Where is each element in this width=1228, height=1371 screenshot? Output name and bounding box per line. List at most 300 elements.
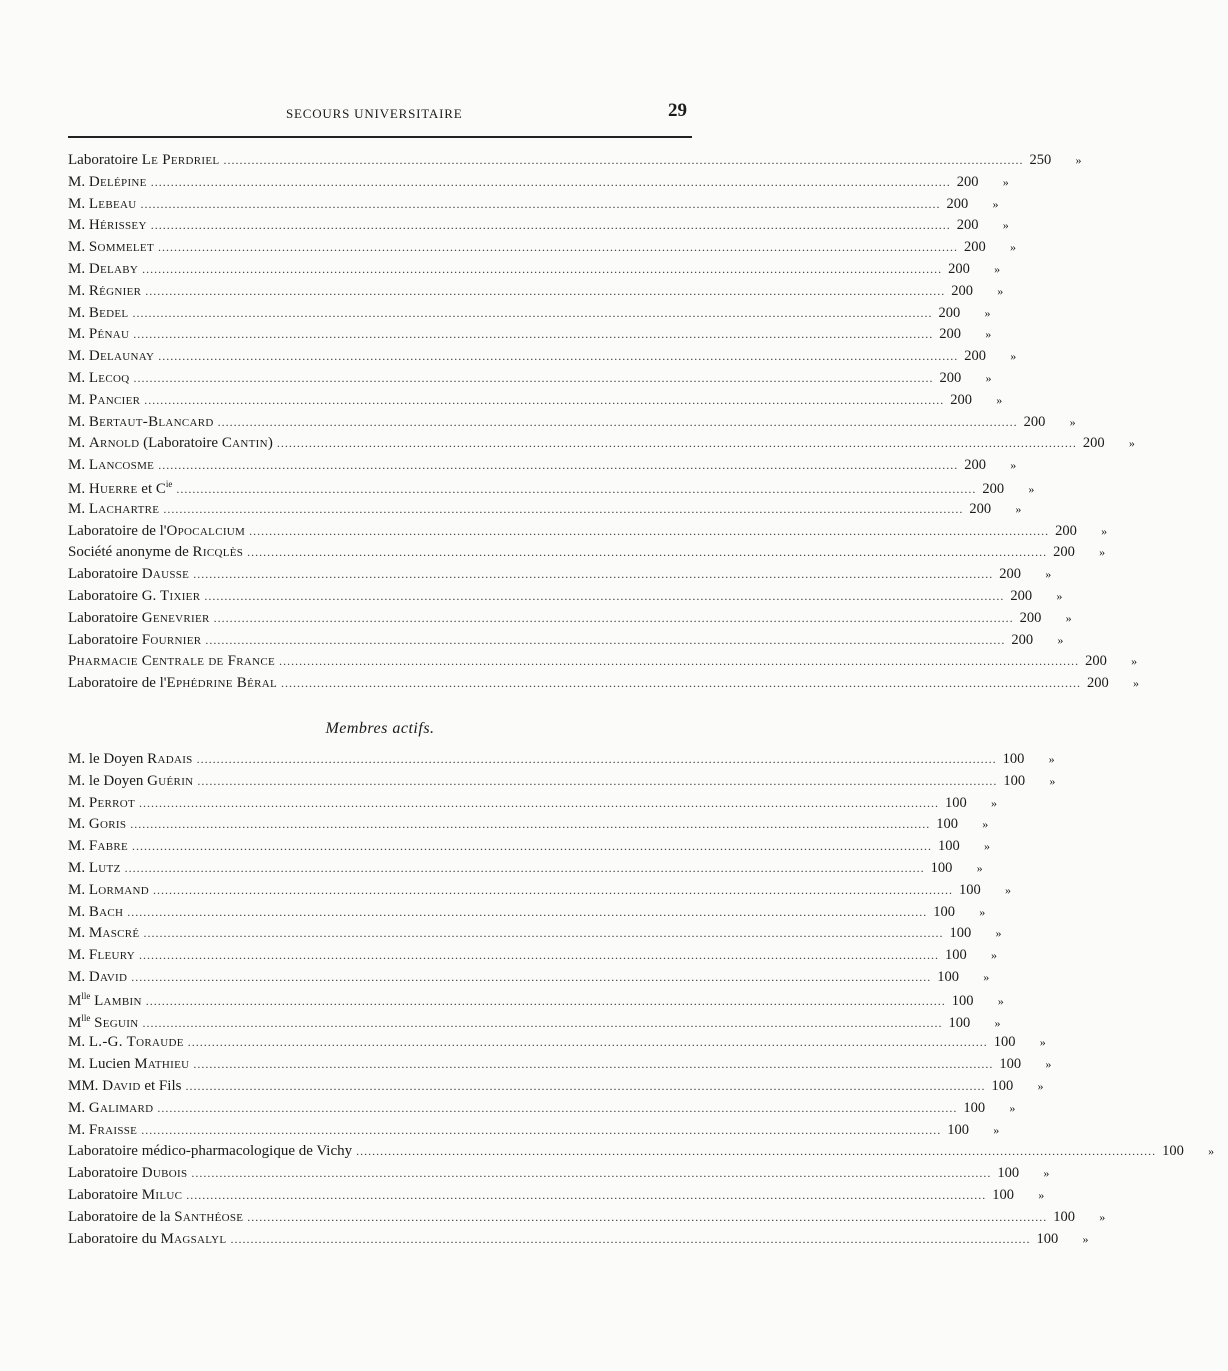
donor-row <box>68 370 992 392</box>
ditto-mark: » <box>983 970 990 984</box>
entry-prefix: Laboratoire <box>68 631 142 648</box>
ditto-mark: » <box>995 926 1002 941</box>
header-rule <box>68 136 692 138</box>
entry-name <box>68 1056 189 1073</box>
entry-suffix: (Laboratoire <box>139 435 222 452</box>
entry-name <box>68 1013 138 1032</box>
entry-surname: Régnier <box>88 282 142 299</box>
member-row <box>68 838 991 860</box>
dot-leader: ........................................................................................................................................................................................................ <box>141 1122 942 1137</box>
entry-prefix: M. <box>68 903 89 920</box>
ditto-mark: » <box>994 262 1001 276</box>
amount: 100 <box>945 947 967 964</box>
amount: 100 <box>1036 1230 1059 1247</box>
dot-leader: ........................................................................................................................................................................................................ <box>132 305 933 320</box>
title-superscript: lle <box>81 990 91 1001</box>
entry-suffix: et Fils <box>140 1078 182 1094</box>
entry-prefix: M. <box>68 370 89 386</box>
donor-row <box>68 675 1140 697</box>
entry-prefix: M <box>68 1014 82 1031</box>
entry-prefix: M. <box>68 500 89 517</box>
member-row <box>68 1143 1215 1165</box>
member-row <box>68 1034 1046 1056</box>
dot-leader: ........................................................................................................................................................................................................ <box>193 1057 994 1072</box>
dot-leader: ........................................................................................................................................................................................................ <box>197 773 998 788</box>
entry-name <box>68 1034 184 1051</box>
entry-prefix: M. <box>68 969 89 985</box>
entry-surname: Lancosme <box>88 457 155 474</box>
entry-surname: Bach <box>88 903 124 920</box>
entry-name <box>68 479 172 498</box>
amount: 200 <box>1085 653 1107 670</box>
ditto-mark: » <box>997 283 1004 298</box>
entry-prefix: Laboratoire <box>68 609 142 626</box>
member-row <box>68 947 998 969</box>
entry-prefix: M. <box>68 304 89 321</box>
dot-leader: ........................................................................................................................................................................................................ <box>127 904 928 919</box>
member-row <box>68 903 986 926</box>
entry-prefix: Laboratoire G. <box>68 588 161 604</box>
ditto-mark: » <box>991 795 998 810</box>
amount: 100 <box>936 816 958 833</box>
entry-surname: Perrot <box>88 794 136 811</box>
ditto-mark: » <box>996 392 1003 407</box>
entry-prefix: M. <box>68 1034 89 1051</box>
entry-name <box>68 326 129 343</box>
entry-surname: Mathieu <box>134 1056 190 1073</box>
page-number: 29 <box>668 100 687 121</box>
amount: 100 <box>948 1014 971 1031</box>
entry-surname: Pénau <box>88 326 130 343</box>
amount: 100 <box>959 881 981 898</box>
member-row <box>68 1012 1001 1035</box>
amount: 100 <box>997 1165 1020 1182</box>
dot-leader: ........................................................................................................................................................................................................ <box>230 1231 1031 1246</box>
entry-name <box>68 947 135 964</box>
dot-leader: ........................................................................................................................................................................................................ <box>132 839 933 854</box>
ditto-mark: » <box>1131 654 1138 669</box>
entry-name <box>68 523 245 540</box>
entry-name <box>68 1187 182 1204</box>
entry-surname: Lecoq <box>88 370 130 386</box>
ditto-mark: » <box>1065 610 1072 625</box>
dot-leader: ........................................................................................................................................................................................................ <box>163 501 964 516</box>
entry-prefix: M. <box>68 457 89 474</box>
donor-row <box>68 609 1072 632</box>
entry-name <box>68 196 136 213</box>
dot-leader: ........................................................................................................................................................................................................ <box>140 196 941 211</box>
entry-prefix: M. <box>68 282 89 299</box>
amount: 100 <box>930 860 953 876</box>
entry-prefix: M. <box>68 195 89 212</box>
dot-leader: ........................................................................................................................................................................................................ <box>247 1209 1048 1224</box>
member-row <box>68 860 983 882</box>
entry-name <box>68 1165 187 1182</box>
entry-name <box>68 925 139 942</box>
dot-leader: ........................................................................................................................................................................................................ <box>131 970 932 984</box>
entry-name <box>68 1100 153 1117</box>
dot-leader: ........................................................................................................................................................................................................ <box>213 610 1014 625</box>
dot-leader: ........................................................................................................................................................................................................ <box>186 1188 987 1202</box>
ditto-mark: » <box>1057 632 1064 647</box>
dot-leader: ........................................................................................................................................................................................................ <box>276 436 1077 451</box>
entry-name <box>68 457 154 474</box>
entry-surname: Lambin <box>94 992 142 1009</box>
dot-leader: ........................................................................................................................................................................................................ <box>142 1015 943 1030</box>
ditto-mark: » <box>1009 1100 1016 1115</box>
ditto-mark: » <box>1069 414 1076 429</box>
donor-row <box>68 631 1064 654</box>
entry-surname: Lachartre <box>88 500 160 517</box>
donor-row <box>68 304 991 327</box>
entry-surname: Seguin <box>94 1014 139 1031</box>
entry-surname: Opocalcium <box>166 522 246 539</box>
entry-name <box>68 882 149 899</box>
entry-name <box>68 675 277 692</box>
entry-name <box>68 1143 352 1160</box>
entry-prefix: M. <box>68 1099 89 1116</box>
amount: 200 <box>1082 435 1105 452</box>
entry-name <box>68 969 127 986</box>
entry-surname: Guérin <box>147 772 194 789</box>
ditto-mark: » <box>1010 458 1017 473</box>
amount: 200 <box>964 457 986 474</box>
amount: 200 <box>1023 413 1046 430</box>
entry-name <box>68 1122 137 1139</box>
entry-prefix: M. <box>68 860 89 876</box>
dot-leader: ........................................................................................................................................................................................................ <box>145 993 946 1008</box>
entry-surname: Pancier <box>88 391 141 408</box>
entry-suffix: et C <box>137 481 166 497</box>
member-row <box>68 1099 1016 1122</box>
dot-leader: ........................................................................................................................................................................................................ <box>191 1166 992 1181</box>
donor-row <box>68 261 1001 283</box>
section-title: Membres actifs. <box>325 720 435 737</box>
ditto-mark: » <box>1049 773 1056 788</box>
amount: 100 <box>949 925 972 942</box>
entry-surname: Magsalyl <box>160 1230 227 1247</box>
dot-leader: ........................................................................................................................................................................................................ <box>247 545 1048 560</box>
ditto-mark: » <box>1009 240 1016 255</box>
entry-name <box>68 501 159 518</box>
ditto-mark: » <box>1045 567 1052 582</box>
amount: 200 <box>999 566 1021 583</box>
ditto-mark: » <box>984 839 991 854</box>
entry-prefix: M. <box>68 794 89 811</box>
ditto-mark: » <box>982 817 989 832</box>
entry-prefix: Laboratoire <box>68 1187 142 1203</box>
dot-leader: ........................................................................................................................................................................................................ <box>249 523 1050 538</box>
entry-name <box>68 588 200 605</box>
page-header <box>0 100 800 130</box>
dot-leader: ........................................................................................................................................................................................................ <box>193 567 994 582</box>
entry-surname: Hérissey <box>88 217 147 234</box>
amount: 200 <box>963 239 986 256</box>
dot-leader: ........................................................................................................................................................................................................ <box>139 795 940 810</box>
entry-prefix: M. le Doyen <box>68 772 148 789</box>
entry-surname: Sommelet <box>88 239 154 256</box>
donor-row <box>68 653 1138 675</box>
ditto-mark: » <box>1002 174 1009 189</box>
dot-leader: ........................................................................................................................................................................................................ <box>133 327 934 342</box>
superscript <box>166 479 173 489</box>
member-row <box>68 925 1002 947</box>
entry-surname: Cantin <box>221 435 268 452</box>
entry-name <box>68 991 142 1010</box>
entry-name <box>68 860 121 877</box>
member-row <box>68 969 990 991</box>
entry-surname: Delépine <box>88 173 147 190</box>
ditto-mark: » <box>979 904 986 919</box>
ditto-mark: » <box>993 1122 1000 1137</box>
amount: 200 <box>939 326 961 343</box>
donor-row <box>68 152 1082 174</box>
amount: 200 <box>956 217 979 234</box>
entry-surname: Goris <box>88 816 127 833</box>
member-row <box>68 772 1056 795</box>
donor-row <box>68 391 1003 414</box>
member-row <box>68 1165 1050 1187</box>
amount: 200 <box>1087 675 1109 692</box>
entry-prefix: M. <box>68 326 89 343</box>
entry-name <box>68 751 193 768</box>
entry-prefix: Laboratoire de la <box>68 1208 175 1225</box>
entry-name <box>68 1078 181 1095</box>
ditto-mark: » <box>1010 349 1017 364</box>
amount: 100 <box>991 1078 1014 1094</box>
member-row <box>68 794 998 817</box>
amount: 200 <box>939 370 962 386</box>
entry-prefix: M. <box>68 816 89 833</box>
amount: 200 <box>951 282 974 299</box>
ditto-mark: » <box>1005 882 1011 897</box>
ditto-mark: » <box>1037 1079 1044 1093</box>
amount: 200 <box>1053 544 1075 561</box>
entry-surname: Ephédrine Béral <box>166 675 278 692</box>
amount: 200 <box>950 391 972 408</box>
entry-name <box>68 174 147 191</box>
donor-row <box>68 522 1108 545</box>
entry-name <box>68 261 138 278</box>
dot-leader: ........................................................................................................................................................................................................ <box>356 1144 1157 1159</box>
dot-leader: ........................................................................................................................................................................................................ <box>185 1079 986 1093</box>
donor-row <box>68 195 999 218</box>
dot-leader: ........................................................................................................................................................................................................ <box>158 458 959 473</box>
donor-row <box>68 588 1063 610</box>
entry-surname: David <box>88 969 128 985</box>
entry-surname: Delaby <box>88 261 139 277</box>
donor-row <box>68 173 1009 196</box>
member-row <box>68 1187 1045 1209</box>
donor-row <box>68 435 1135 457</box>
entry-prefix: M. <box>68 413 89 430</box>
dot-leader: ........................................................................................................................................................................................................ <box>144 392 945 407</box>
ditto-mark: » <box>1015 501 1022 516</box>
entry-prefix: M. <box>68 348 89 365</box>
dot-leader: ........................................................................................................................................................................................................ <box>124 861 925 875</box>
amount: 200 <box>1019 609 1042 626</box>
ditto-mark: » <box>984 305 991 320</box>
amount: 100 <box>947 1121 969 1138</box>
ditto-mark: » <box>985 371 992 385</box>
entry-name <box>68 653 275 670</box>
ditto-mark: » <box>1133 676 1140 691</box>
entry-name <box>68 773 193 790</box>
entry-name <box>68 632 201 649</box>
amount: 200 <box>946 195 969 212</box>
entry-surname: L.-G. Toraude <box>88 1034 184 1051</box>
entry-name <box>68 305 128 322</box>
amount: 100 <box>963 1099 986 1116</box>
entry-surname: Lormand <box>88 881 149 898</box>
member-row <box>68 881 1011 904</box>
entry-surname: Galimard <box>88 1099 154 1116</box>
ditto-mark: » <box>994 1015 1001 1030</box>
donor-row <box>68 413 1076 436</box>
dot-leader: ........................................................................................................................................................................................................ <box>158 349 959 364</box>
dot-leader: ........................................................................................................................................................................................................ <box>142 262 943 276</box>
dot-leader: ........................................................................................................................................................................................................ <box>279 654 1080 669</box>
amount: 200 <box>956 173 979 190</box>
entry-prefix: M. <box>68 881 89 898</box>
ditto-mark: » <box>1056 589 1063 603</box>
dot-leader: ........................................................................................................................................................................................................ <box>145 283 946 298</box>
ditto-mark: » <box>992 196 999 211</box>
ditto-mark: » <box>1208 1144 1215 1159</box>
entry-prefix: M. <box>68 435 89 452</box>
entry-prefix: Société anonyme de <box>68 544 193 561</box>
ditto-mark: » <box>1075 153 1082 167</box>
entry-surname: Pharmacie Centrale de France <box>68 653 276 670</box>
entry-name <box>68 392 140 409</box>
member-row <box>68 1121 1000 1144</box>
donor-row <box>68 457 1017 479</box>
entry-name <box>68 544 243 561</box>
member-row <box>68 990 1004 1013</box>
entry-surname: Mascré <box>88 925 140 942</box>
amount: 200 <box>948 261 970 277</box>
entry-prefix: Laboratoire de l' <box>68 675 167 692</box>
entry-prefix: M. <box>68 925 89 942</box>
amount: 100 <box>999 1056 1022 1073</box>
dot-leader: ........................................................................................................................................................................................................ <box>217 414 1018 429</box>
ditto-mark: » <box>1101 523 1108 538</box>
donor-row <box>68 500 1022 523</box>
dot-leader: ........................................................................................................................................................................................................ <box>223 153 1024 167</box>
superscript <box>81 991 90 1001</box>
donor-row <box>68 217 1009 239</box>
entry-surname: Santhéose <box>174 1208 244 1225</box>
entry-name <box>68 414 214 431</box>
entry-prefix: M. <box>68 173 89 190</box>
entry-prefix: MM. <box>68 1078 103 1094</box>
amount: 200 <box>1010 588 1033 604</box>
entry-name <box>68 904 123 921</box>
entry-prefix: M. <box>68 1121 89 1138</box>
entry-surname: Dubois <box>141 1165 188 1182</box>
dot-leader: ........................................................................................................................................................................................................ <box>157 1100 958 1115</box>
amount: 100 <box>933 903 956 920</box>
entry-surname: Fabre <box>88 838 129 855</box>
entry-surname: Lutz <box>88 860 121 876</box>
entry-name <box>68 816 126 833</box>
ditto-mark: » <box>976 861 983 875</box>
dot-leader: ........................................................................................................................................................................................................ <box>153 882 953 897</box>
entry-name <box>68 152 219 169</box>
amount: 100 <box>945 794 967 811</box>
ditto-mark: » <box>1002 218 1009 233</box>
entry-surname: David <box>102 1078 141 1094</box>
entry-prefix: M. Lucien <box>68 1056 135 1073</box>
entry-name <box>68 1231 226 1248</box>
entry-surname: Le Perdriel <box>141 152 220 168</box>
entry-prefix: M. <box>68 838 89 855</box>
entry-surname: Huerre <box>88 481 138 497</box>
amount: 200 <box>964 348 986 365</box>
amount: 100 <box>1162 1143 1184 1160</box>
dot-leader: ........................................................................................................................................................................................................ <box>176 482 977 496</box>
ditto-mark: » <box>1039 1035 1046 1050</box>
ditto-mark: » <box>1128 436 1135 451</box>
entry-name <box>68 370 129 387</box>
dot-leader: ........................................................................................................................................................................................................ <box>187 1035 988 1050</box>
ditto-mark: » <box>991 948 998 963</box>
ditto-mark: » <box>1099 1209 1106 1224</box>
dot-leader: ........................................................................................................................................................................................................ <box>150 218 951 233</box>
running-title: SECOURS UNIVERSITAIRE <box>286 106 463 121</box>
title-superscript: lle <box>81 1012 91 1023</box>
donor-row <box>68 479 1035 501</box>
entry-surname: Bedel <box>88 304 129 321</box>
entry-name <box>68 283 141 300</box>
dot-leader: ........................................................................................................................................................................................................ <box>150 174 951 189</box>
entry-surname: Fournier <box>141 631 202 648</box>
dot-leader: ........................................................................................................................................................................................................ <box>157 240 958 255</box>
amount: 100 <box>992 1187 1014 1203</box>
amount: 100 <box>951 992 974 1009</box>
amount: 100 <box>937 969 960 985</box>
entry-surname: Delaunay <box>88 348 155 365</box>
dot-leader: ........................................................................................................................................................................................................ <box>205 632 1006 647</box>
ditto-mark: » <box>985 327 992 342</box>
amount: 200 <box>1011 631 1034 648</box>
entry-prefix: Laboratoire <box>68 1165 142 1182</box>
entry-prefix: M. <box>68 947 89 964</box>
entry-prefix: M. <box>68 239 89 256</box>
entry-prefix: Laboratoire <box>68 566 142 583</box>
member-row <box>68 1078 1044 1100</box>
entry-surname: Tixier <box>160 588 201 604</box>
entry-prefix: M. <box>68 261 89 277</box>
entry-prefix: Laboratoire du <box>68 1230 161 1247</box>
dot-leader: ........................................................................................................................................................................................................ <box>196 752 997 766</box>
entry-name <box>68 838 128 855</box>
amount: 200 <box>1055 522 1077 539</box>
entry-prefix: M. <box>68 481 89 497</box>
entry-prefix: Laboratoire médico-pharmacologique de Vichy <box>68 1143 353 1160</box>
amount: 200 <box>938 304 961 321</box>
entry-name <box>68 795 135 812</box>
entry-surname: Bertaut-Blancard <box>88 413 214 430</box>
amount: 100 <box>938 838 960 855</box>
member-row <box>68 816 989 838</box>
entry-surname: Lebeau <box>88 195 137 212</box>
entry-prefix: M. le Doyen <box>68 751 148 767</box>
entry-surname: Miluc <box>141 1187 183 1203</box>
donor-row <box>68 566 1052 588</box>
entry-name <box>68 566 189 583</box>
donor-row <box>68 326 992 348</box>
